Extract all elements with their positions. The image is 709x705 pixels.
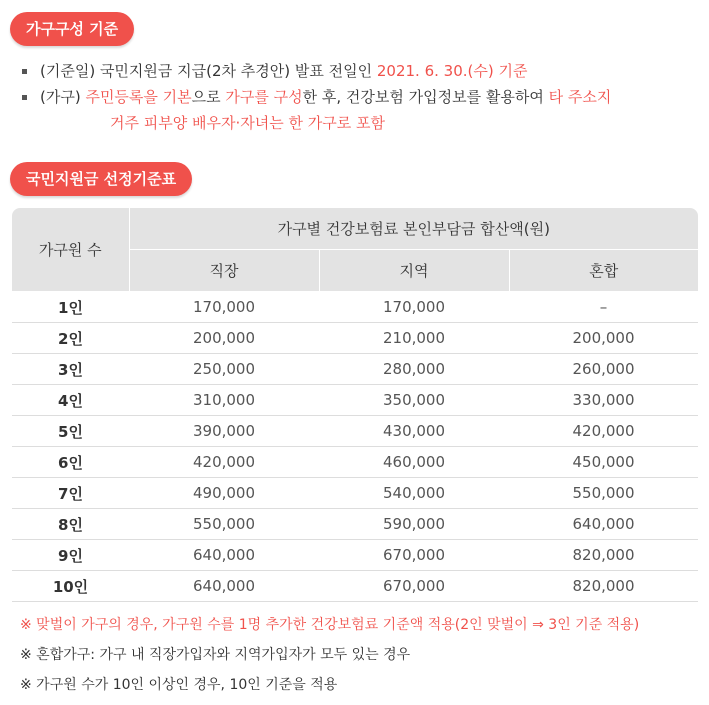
cell-jiyeok: 170,000 (319, 292, 509, 323)
cell-size: 4인 (12, 385, 129, 416)
note-dual-income: ※ 맞벌이 가구의 경우, 가구원 수를 1명 추가한 건강보험료 기준액 적용(2인 맞벌이 ⇒ 3인 기준 적용) (20, 617, 640, 633)
subheader-jikjang: 직장 (129, 250, 319, 292)
cell-jikjang: 170,000 (129, 292, 319, 323)
subheader-honhap: 혼합 (509, 250, 698, 292)
bullet-icon (22, 95, 27, 100)
section-title-criteria-table: 국민지원금 선정기준표 (10, 162, 192, 196)
criteria-item-date (20, 58, 700, 84)
cell-honhap: – (509, 292, 698, 323)
criteria-household-prefix: (가구) (40, 88, 86, 106)
table-row (12, 509, 698, 540)
cell-honhap: 420,000 (509, 416, 698, 447)
header-household-size: 가구원 수 (12, 208, 129, 292)
cell-jiyeok: 540,000 (319, 478, 509, 509)
cell-size: 6인 (12, 447, 129, 478)
cell-size: 9인 (12, 540, 129, 571)
note-mixed-household: ※ 혼합가구: 가구 내 직장가입자와 지역가입자가 모두 있는 경우 (20, 647, 411, 663)
cell-size: 5인 (12, 416, 129, 447)
bullet-icon (22, 69, 27, 74)
cell-size: 2인 (12, 323, 129, 354)
cell-honhap: 260,000 (509, 354, 698, 385)
header-premium-total: 가구별 건강보험료 본인부담금 합산액(원) (129, 208, 698, 250)
criteria-table (12, 208, 698, 602)
cell-jikjang: 420,000 (129, 447, 319, 478)
cell-jikjang: 550,000 (129, 509, 319, 540)
cell-jiyeok: 430,000 (319, 416, 509, 447)
cell-size: 3인 (12, 354, 129, 385)
cell-honhap: 640,000 (509, 509, 698, 540)
section-title-household: 가구구성 기준 (10, 12, 134, 46)
criteria-household-part3: 타 주소지 (548, 88, 612, 106)
cell-jiyeok: 280,000 (319, 354, 509, 385)
cell-size: 8인 (12, 509, 129, 540)
criteria-household-mid1: 으로 (191, 88, 226, 106)
table-row (12, 323, 698, 354)
criteria-date-highlight: 2021. 6. 30.(수) 기준 (376, 62, 528, 80)
cell-jiyeok: 460,000 (319, 447, 509, 478)
cell-jiyeok: 210,000 (319, 323, 509, 354)
table-row (12, 571, 698, 602)
table-row (12, 416, 698, 447)
cell-jiyeok: 670,000 (319, 540, 509, 571)
subheader-jiyeok: 지역 (319, 250, 509, 292)
cell-jikjang: 310,000 (129, 385, 319, 416)
cell-honhap: 820,000 (509, 540, 698, 571)
criteria-household-mid2: 한 후, 건강보험 가입정보를 활용하여 (302, 88, 549, 106)
cell-jikjang: 640,000 (129, 571, 319, 602)
cell-jiyeok: 590,000 (319, 509, 509, 540)
cell-jiyeok: 670,000 (319, 571, 509, 602)
criteria-item-household (20, 84, 700, 136)
criteria-household-part1: 주민등록을 기본 (85, 88, 192, 106)
cell-honhap: 200,000 (509, 323, 698, 354)
cell-size: 1인 (12, 292, 129, 323)
cell-jikjang: 250,000 (129, 354, 319, 385)
table-row (12, 292, 698, 323)
note-ten-plus: ※ 가구원 수가 10인 이상인 경우, 10인 기준을 적용 (20, 677, 338, 693)
cell-honhap: 330,000 (509, 385, 698, 416)
cell-honhap: 450,000 (509, 447, 698, 478)
criteria-date-text: (기준일) 국민지원금 지급(2차 추경안) 발표 전일인 (40, 62, 377, 80)
criteria-household-part2: 가구를 구성 (225, 88, 303, 106)
cell-honhap: 820,000 (509, 571, 698, 602)
cell-jiyeok: 350,000 (319, 385, 509, 416)
cell-jikjang: 200,000 (129, 323, 319, 354)
cell-honhap: 550,000 (509, 478, 698, 509)
table-row (12, 447, 698, 478)
cell-jikjang: 390,000 (129, 416, 319, 447)
table-row (12, 540, 698, 571)
cell-size: 7인 (12, 478, 129, 509)
table-row (12, 478, 698, 509)
table-row (12, 354, 698, 385)
notes (20, 610, 705, 700)
table-row (12, 385, 698, 416)
cell-size: 10인 (12, 571, 129, 602)
cell-jikjang: 640,000 (129, 540, 319, 571)
criteria-household-line2: 거주 피부양 배우자·자녀는 한 가구로 포함 (110, 114, 385, 132)
cell-jikjang: 490,000 (129, 478, 319, 509)
criteria-list (20, 58, 700, 136)
